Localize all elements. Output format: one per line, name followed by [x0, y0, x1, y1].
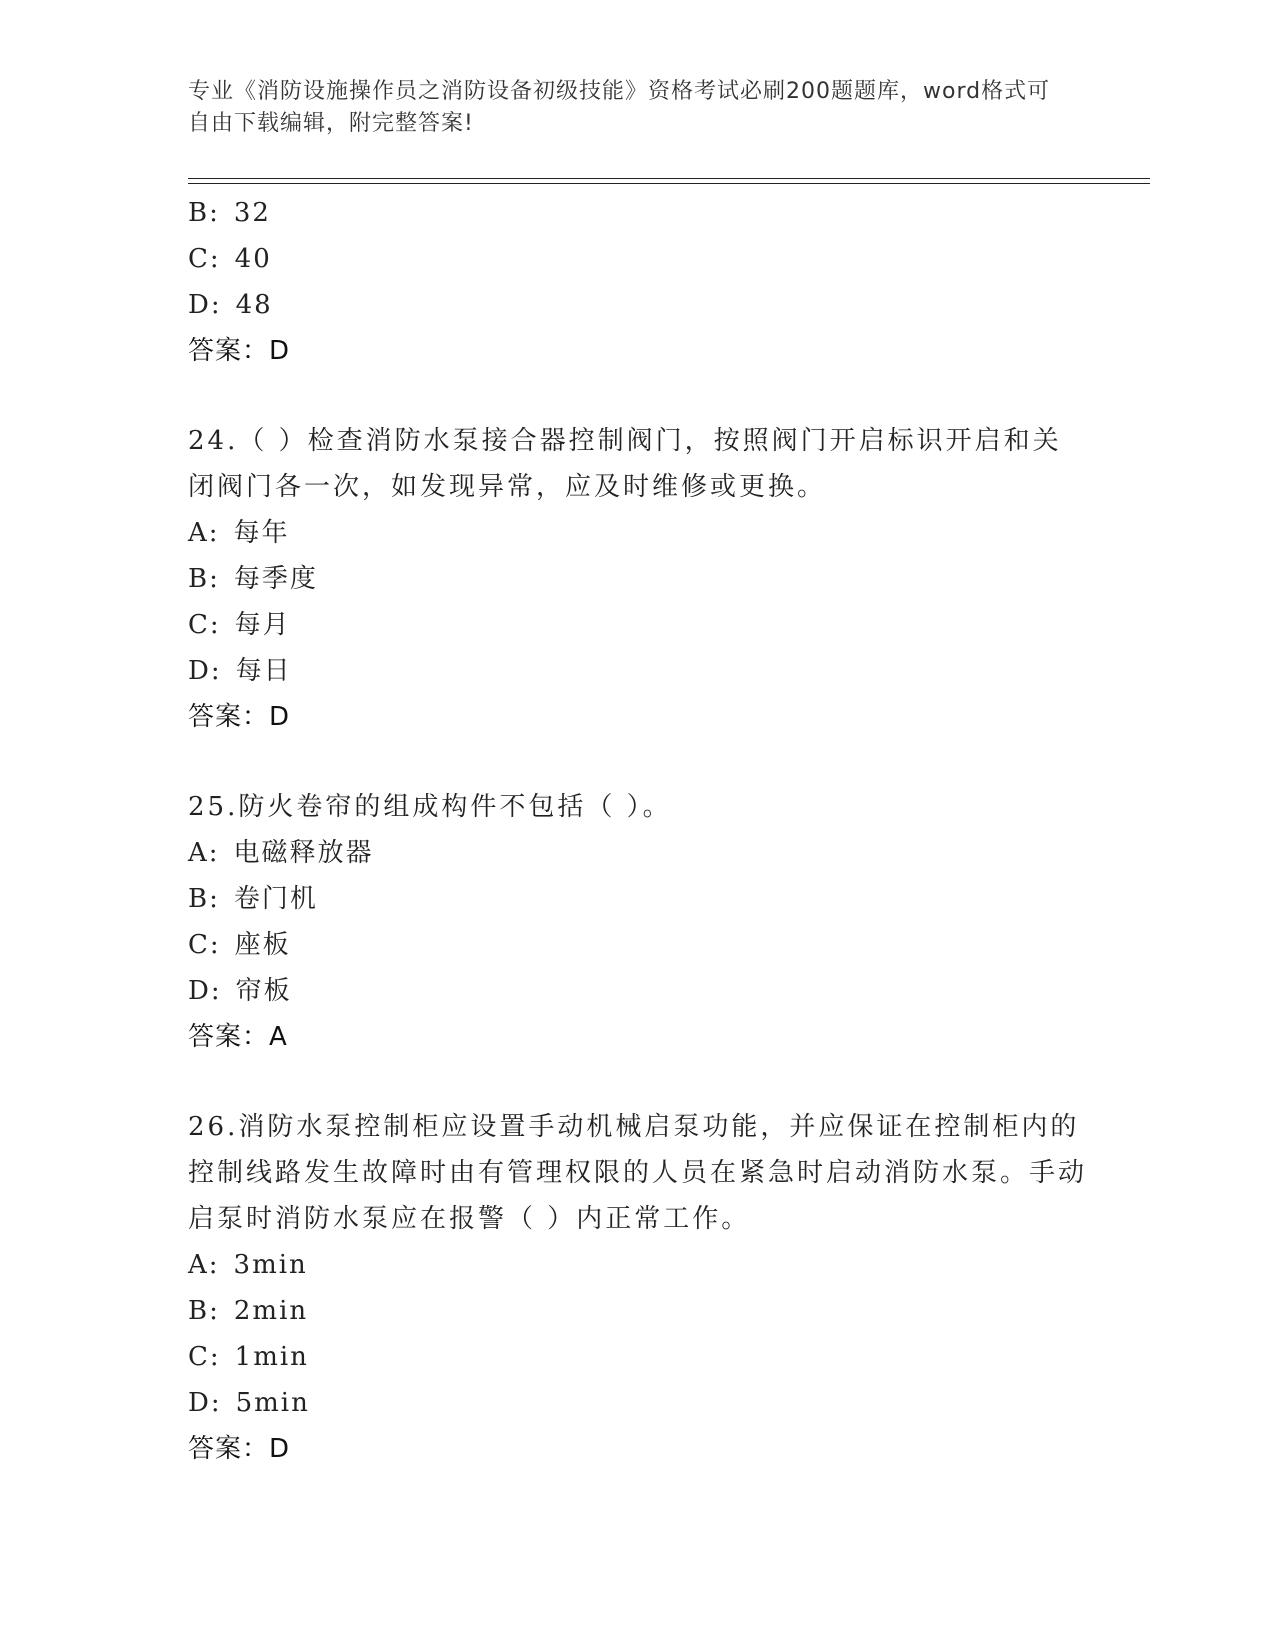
- header-divider-top: [188, 178, 1150, 179]
- answer: 答案：D: [188, 336, 291, 366]
- option-d: D: 5min: [188, 1388, 310, 1418]
- question-text: 24.（ ）检查消防水泵接合器控制阀门，按照阀门开启标识开启和关闭阀门各一次，如发现异常，应及时维修或更换。: [188, 426, 1062, 502]
- document-header: 专业《消防设施操作员之消防设备初级技能》资格考试必刷200题题库，word格式可自由下载编辑，附完整答案!: [188, 79, 1051, 136]
- question-25: [188, 784, 1088, 1060]
- option-a: A: 3min: [188, 1250, 308, 1280]
- answer: 答案：D: [188, 702, 291, 732]
- header-divider-bottom: [188, 183, 1150, 184]
- option-c: C: 座板: [188, 930, 291, 960]
- question-text: 26.消防水泵控制柜应设置手动机械启泵功能，并应保证在控制柜内的控制线路发生故障时由有管理权限的人员在紧急时启动消防水泵。手动启泵时消防水泵应在报警（ ）内正常工作。: [188, 1112, 1088, 1234]
- question-24: [188, 418, 1088, 740]
- option-a: A: 电磁释放器: [188, 838, 374, 868]
- option-a: A: 每年: [188, 518, 290, 548]
- question-text: 25.防火卷帘的组成构件不包括（ ）。: [188, 792, 672, 822]
- question-list: [188, 190, 1088, 1472]
- option-b: B: 2min: [188, 1296, 309, 1326]
- option-d: D: 每日: [188, 656, 292, 686]
- option-d: D: 48: [188, 290, 273, 320]
- option-d: D: 帘板: [188, 976, 292, 1006]
- prev-question-options: [188, 190, 1088, 374]
- answer: 答案：D: [188, 1434, 291, 1464]
- option-b: B: 每季度: [188, 564, 318, 594]
- option-c: C: 1min: [188, 1342, 309, 1372]
- answer: 答案：A: [188, 1022, 288, 1052]
- option-c: C: 40: [188, 244, 272, 274]
- option-b: B: 32: [188, 198, 271, 228]
- option-c: C: 每月: [188, 610, 291, 640]
- option-b: B: 卷门机: [188, 884, 318, 914]
- question-26: [188, 1104, 1088, 1472]
